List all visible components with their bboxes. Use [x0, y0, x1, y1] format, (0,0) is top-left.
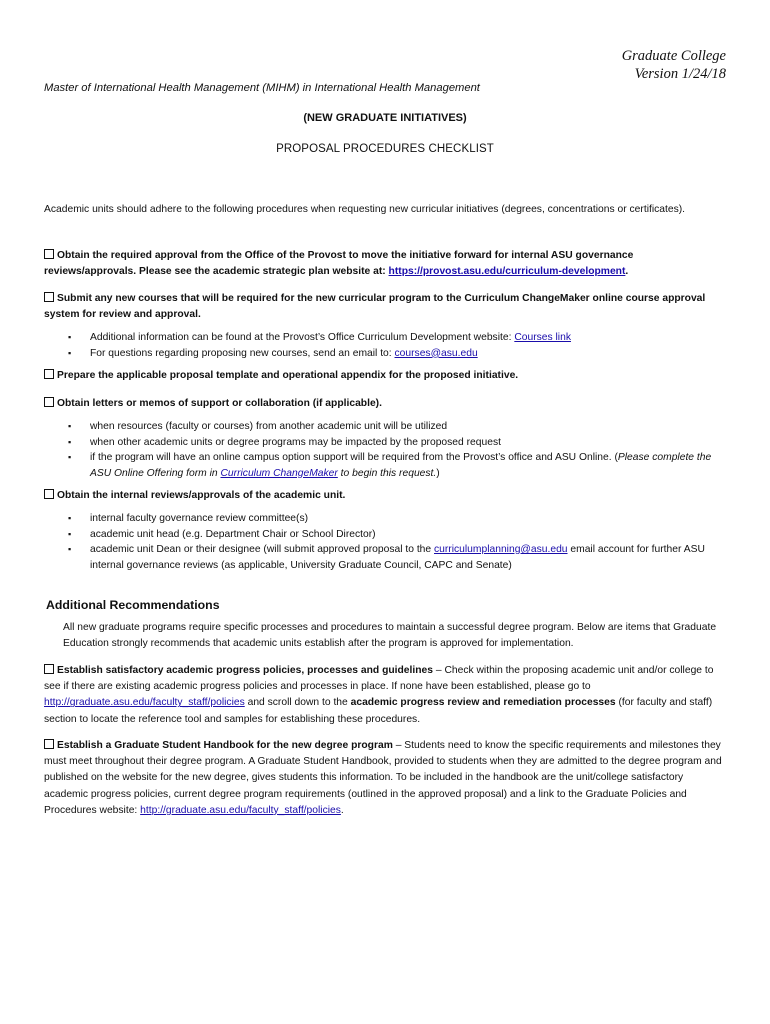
- bullet-text: academic unit Dean or their designee (will submit approved proposal to the: [90, 544, 434, 555]
- courses-email-link[interactable]: courses@asu.edu: [394, 347, 478, 359]
- list-item: [68, 346, 724, 362]
- reviews-bullets: [44, 511, 724, 573]
- bullet-text: if the program will have an online campus option support will be required from the Provost’s office and ASU Online. (: [90, 452, 618, 463]
- additional-intro: All new graduate programs require specific processes and procedures to maintain a successful degree program. Below are items that Graduate Education strongly recommends that academic units establish after the program is approved for implementation.: [63, 622, 717, 649]
- bullet-italic: to begin this request.: [337, 467, 437, 479]
- checklist-item-handbook: [44, 738, 729, 819]
- curriculumplanning-link[interactable]: curriculumplanning@asu.edu: [434, 544, 568, 555]
- policies-link[interactable]: http://graduate.asu.edu/faculty_staff/policies: [44, 697, 245, 709]
- item-text: – Students need to know the specific requirements and milestones they must meet throughout their degree program. A Graduate Student Handbook, provided to students when they are admitted to the degree program and published on the website for the new degree, gives students this information. To be included in the handbook are the unit/college satisfactory academic progress policies, current degree program requirements (outlined in the approved proposal) and a link to the Graduate Policies and Procedures website:: [44, 740, 722, 816]
- item-bold: academic progress review and remediation processes: [350, 697, 616, 709]
- item-text: Submit any new courses that will be required for the new curricular program to the Curriculum ChangeMaker online course approval system for review and approval.: [44, 293, 706, 320]
- checkbox[interactable]: [44, 489, 54, 499]
- item-text: – Check within the proposing academic unit and/or college to see if there are existing academic progress policies and processes in place. If none have been established, please go to: [44, 665, 714, 693]
- checkbox[interactable]: [44, 739, 54, 749]
- item-text: Prepare the applicable proposal template and operational appendix for the proposed initiative.: [57, 370, 519, 381]
- bullet-italic: Please complete the ASU Online Offering form in: [90, 452, 712, 479]
- program-title: Master of International Health Management (MIHM) in International Health Management: [44, 82, 480, 94]
- intro-paragraph: Academic units should adhere to the following procedures when requesting new curricular initiatives (degrees, concentrations or certificates).: [44, 204, 686, 215]
- header-block: [622, 47, 726, 83]
- item-end: .: [625, 266, 629, 277]
- item-text: (for faculty and staff) section to locate the reference tool and samples for establishing these procedures.: [44, 697, 713, 725]
- item-bold: Establish satisfactory academic progress policies, processes and guidelines: [57, 665, 433, 676]
- list-item: ▪ when other academic units or degree programs may be impacted by the proposed request: [68, 435, 724, 451]
- letters-bullets: [44, 419, 724, 481]
- bullet-text: Additional information can be found at the Provost’s Office Curriculum Development website:: [90, 332, 515, 343]
- checklist-title: PROPOSAL PROCEDURES CHECKLIST: [276, 143, 494, 155]
- checklist-item-courses: [44, 291, 724, 323]
- list-item: ▪ when resources (faculty or courses) from another academic unit will be utilized: [68, 419, 724, 435]
- policies-link[interactable]: http://graduate.asu.edu/faculty_staff/policies: [140, 804, 341, 816]
- bullet-end: ): [436, 467, 440, 479]
- checkbox[interactable]: [44, 664, 54, 674]
- checkbox[interactable]: [44, 249, 54, 259]
- list-item: ▪ internal faculty governance review committee(s): [68, 511, 724, 527]
- item-bold: Establish a Graduate Student Handbook for the new degree program: [57, 740, 393, 751]
- list-item: ▪ academic unit head (e.g. Department Chair or School Director): [68, 527, 724, 543]
- checklist-item-letters: [44, 396, 724, 412]
- list-item: [68, 330, 724, 346]
- checkbox[interactable]: [44, 397, 54, 407]
- bullet-text: For questions regarding proposing new courses, send an email to:: [90, 347, 395, 359]
- checkbox[interactable]: [44, 292, 54, 302]
- checklist-item-provost: [44, 248, 724, 280]
- item-text: Obtain the required approval from the Office of the Provost to move the initiative forward for internal ASU governance reviews/approvals. Please see the academic strategic plan website at:: [44, 250, 634, 277]
- item-text: and scroll down to the: [244, 697, 351, 709]
- item-text: Obtain letters or memos of support or collaboration (if applicable).: [57, 398, 382, 409]
- courses-link[interactable]: Courses link: [514, 332, 571, 343]
- checklist-item-template: [44, 368, 724, 384]
- bullet-end: email account for further ASU internal governance reviews (as applicable, University Graduate Council, CAPC and Senate): [90, 544, 705, 571]
- initiative-title: (NEW GRADUATE INITIATIVES): [303, 112, 467, 124]
- checklist-item-progress: [44, 663, 729, 728]
- additional-heading: Additional Recommendations: [46, 598, 220, 612]
- org-name: Graduate College: [621, 48, 726, 64]
- provost-link[interactable]: https://provost.asu.edu/curriculum-development: [388, 266, 626, 277]
- courses-bullets: [44, 330, 724, 361]
- list-item: [68, 450, 724, 481]
- item-end: .: [340, 804, 344, 816]
- item-text: Obtain the internal reviews/approvals of the academic unit.: [57, 490, 346, 501]
- checkbox[interactable]: [44, 369, 54, 379]
- list-item: [68, 542, 724, 573]
- version-label: Version 1/24/18: [634, 66, 726, 82]
- checklist-item-reviews: [44, 488, 724, 504]
- changemaker-link[interactable]: Curriculum ChangeMaker: [220, 467, 338, 479]
